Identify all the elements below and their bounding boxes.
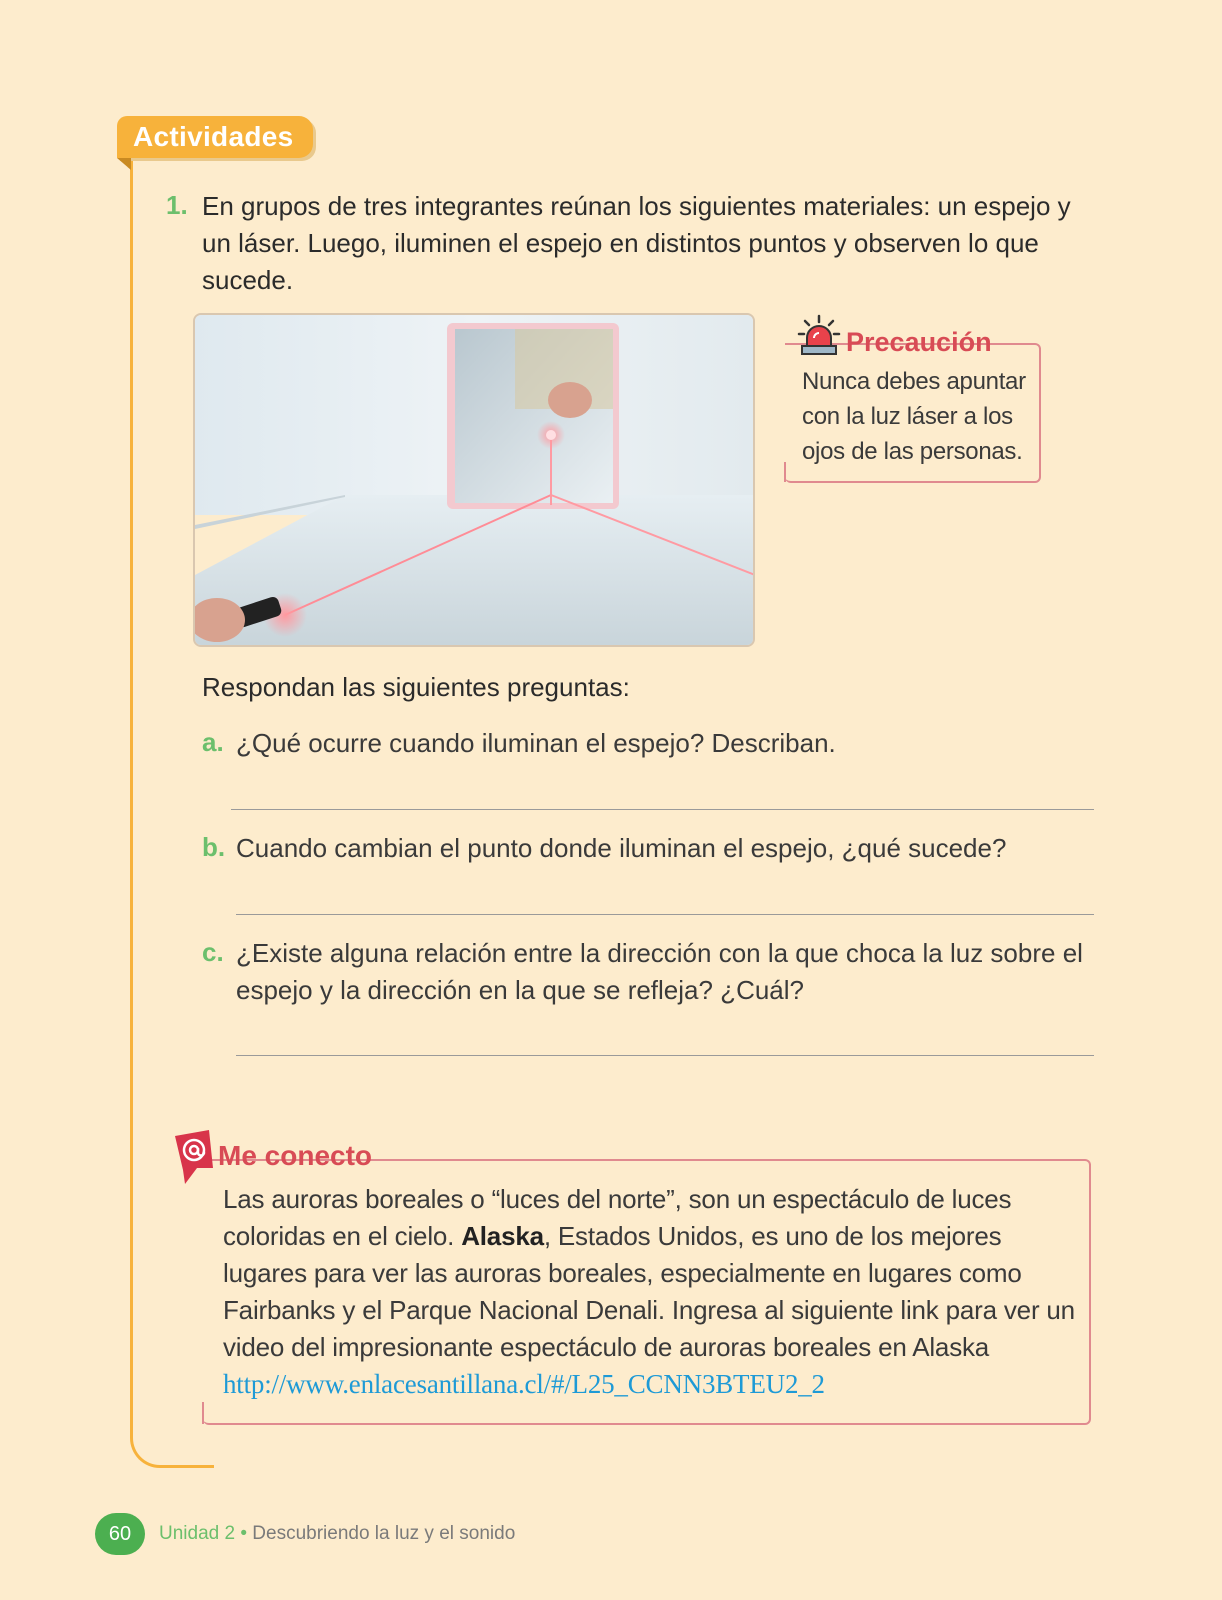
page-number: 60	[95, 1513, 145, 1555]
answer-line-c[interactable]	[236, 1055, 1094, 1056]
caution-text: Nunca debes apuntar con la luz láser a los ojos de las personas.	[802, 368, 1026, 465]
caution-box-corner	[784, 462, 786, 482]
activities-tab-label: Actividades	[133, 121, 294, 152]
question-b-letter: b.	[202, 832, 226, 862]
activity-number: 1.	[166, 190, 188, 220]
connect-text-bold: Alaska	[461, 1221, 544, 1251]
connect-link[interactable]: http://www.enlacesantillana.cl/#/L25_CCNN3BTEU2_2	[223, 1369, 825, 1399]
connect-box-corner	[202, 1402, 204, 1424]
caution-title: Precaución	[846, 327, 992, 357]
question-a-text: ¿Qué ocurre cuando iluminan el espejo? Describan.	[236, 728, 836, 758]
connect-text-end: , Estados Unidos, es uno de los mejores lugares para ver las auroras boreales, especialmente en lugares como Fairbanks y el Parque Nacional Denali. Ingresa al siguiente link para ver un video del impresionante espectáculo de auroras boreales en Alaska	[223, 1221, 1075, 1362]
question-c-letter: c.	[202, 937, 224, 967]
activities-tab-fold	[117, 158, 131, 170]
connect-title: Me conecto	[218, 1140, 373, 1171]
activity-instruction: En grupos de tres integrantes reúnan los siguientes materiales: un espejo y un láser. Luego, iluminen el espejo en distintos puntos y observen lo que sucede.	[202, 191, 1071, 295]
connect-text	[223, 1181, 1083, 1403]
question-a-letter: a.	[202, 727, 224, 757]
footer-unit: Unidad 2	[159, 1523, 236, 1544]
question-b-text: Cuando cambian el punto donde iluminan el espejo, ¿qué sucede?	[236, 833, 1007, 863]
questions-intro: Respondan las siguientes preguntas:	[202, 672, 630, 702]
mirror-laser-photo	[193, 313, 755, 647]
answer-line-a[interactable]	[231, 809, 1094, 810]
activities-tab	[117, 116, 313, 158]
question-c-text: ¿Existe alguna relación entre la dirección con la que choca la luz sobre el espejo y la dirección en la que se refleja? ¿Cuál?	[236, 938, 1083, 1005]
connect-text-start: Las auroras boreales o “luces del norte”, son un espectáculo de luces coloridas en el cielo.	[223, 1184, 1012, 1251]
answer-line-b[interactable]	[236, 914, 1094, 915]
alarm-siren-icon	[797, 314, 841, 358]
at-sign-icon	[171, 1128, 215, 1186]
footer-title: Descubriendo la luz y el sonido	[252, 1523, 516, 1544]
footer-text	[159, 1523, 515, 1545]
footer-separator: •	[240, 1523, 247, 1544]
